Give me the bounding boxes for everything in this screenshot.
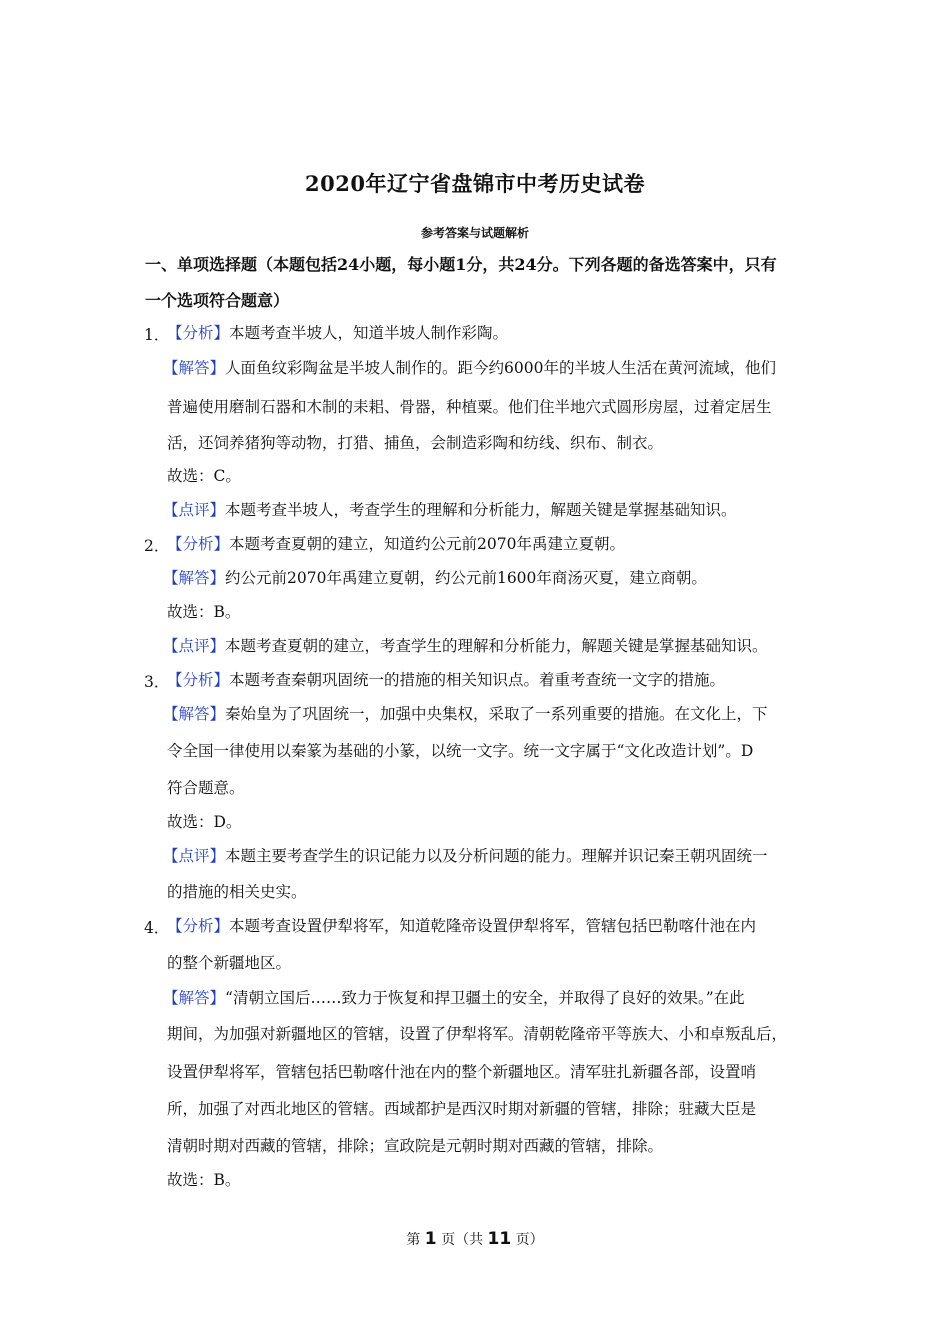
analysis-tag: 【分析】 [167, 324, 230, 342]
answer-text: 人面鱼纹彩陶盆是半坡人制作的。距今约6000年的半坡人生活在黄河流域，他们 [225, 359, 776, 377]
comment-text: 的措施的相关史实。 [167, 883, 307, 901]
analysis-tag: 【分析】 [167, 535, 230, 553]
comment-tag: 【点评】 [163, 847, 226, 865]
section-heading: 一、单项选择题（本题包括24小题，每小题1分，共24分。下列各题的备选答案中，只有 [145, 255, 777, 274]
answer-choice: 故选：B。 [167, 1171, 241, 1189]
analysis-tag: 【分析】 [167, 917, 230, 935]
answer-text: 普遍使用磨制石器和木制的耒耜、骨器，种植粟。他们住半地穴式圆形房屋，过着定居生 [167, 398, 772, 416]
section-heading-continuation: 一个选项符合题意） [145, 291, 290, 310]
answer-line [163, 988, 745, 1008]
answer-text: 约公元前2070年禹建立夏朝，约公元前1600年商汤灭夏，建立商朝。 [225, 569, 707, 587]
answer-line [163, 704, 768, 724]
document-subtitle: 参考答案与试题解析 [420, 226, 529, 240]
answer-text: 期间，为加强对新疆地区的管辖，设置了伊犁将军。清朝乾隆帝平等族大、小和卓叛乱后， [167, 1025, 788, 1043]
answer-text: 活，还饲养猪狗等动物，打猎、捕鱼，会制造彩陶和纺线、织布、制衣。 [167, 434, 664, 452]
answer-text: “清朝立国后……致力于恢复和捍卫疆土的安全，并取得了良好的效果。”在此 [225, 989, 745, 1007]
answer-tag: 【解答】 [163, 705, 226, 723]
footer-total-pages: 11 [487, 1229, 512, 1249]
answer-line [163, 568, 707, 588]
document-title: 2020年辽宁省盘锦市中考历史试卷 [305, 171, 645, 196]
analysis-text: 本题考查夏朝的建立，知道约公元前2070年禹建立夏朝。 [229, 535, 625, 553]
analysis-line [167, 916, 756, 936]
answer-choice: 故选：B。 [167, 603, 241, 621]
answer-text: 令全国一律使用以秦篆为基础的小篆，以统一文字。统一文字属于“文化改造计划”。D [167, 742, 754, 760]
question-number: 2． [144, 537, 170, 555]
analysis-line [167, 670, 725, 690]
comment-line [163, 500, 737, 520]
analysis-text: 本题考查设置伊犁将军，知道乾隆帝设置伊犁将军，管辖包括巴勒喀什池在内 [229, 917, 757, 935]
page-footer [0, 1229, 950, 1249]
footer-middle: 页（共 [436, 1232, 488, 1248]
answer-text: 秦始皇为了巩固统一，加强中央集权，采取了一系列重要的措施。在文化上，下 [225, 705, 768, 723]
comment-text: 本题考查半坡人，考查学生的理解和分析能力，解题关键是掌握基础知识。 [225, 501, 737, 519]
footer-suffix: 页） [511, 1232, 544, 1248]
question-number: 1． [144, 326, 170, 344]
analysis-line [167, 323, 508, 343]
answer-text: 所，加强了对西北地区的管辖。西域都护是西汉时期对新疆的管辖，排除；驻藏大臣是 [167, 1100, 757, 1118]
answer-tag: 【解答】 [163, 359, 226, 377]
comment-tag: 【点评】 [163, 637, 226, 655]
footer-page-number: 1 [424, 1229, 437, 1249]
comment-text: 本题主要考查学生的识记能力以及分析问题的能力。理解并识记秦王朝巩固统一 [225, 847, 768, 865]
comment-tag: 【点评】 [163, 501, 226, 519]
question-number: 3． [144, 673, 170, 691]
analysis-text: 的整个新疆地区。 [167, 954, 292, 972]
answer-text: 符合题意。 [167, 779, 245, 797]
answer-text: 设置伊犁将军，管辖包括巴勒喀什池在内的整个新疆地区。清军驻扎新疆各部，设置哨 [167, 1063, 757, 1081]
analysis-text: 本题考查半坡人，知道半坡人制作彩陶。 [229, 324, 509, 342]
comment-line [163, 636, 768, 656]
analysis-tag: 【分析】 [167, 671, 230, 689]
footer-prefix: 第 [406, 1232, 425, 1248]
comment-text: 本题考查夏朝的建立，考查学生的理解和分析能力，解题关键是掌握基础知识。 [225, 637, 768, 655]
answer-tag: 【解答】 [163, 569, 226, 587]
answer-tag: 【解答】 [163, 989, 226, 1007]
answer-choice: 故选：D。 [167, 813, 242, 831]
analysis-text: 本题考查秦朝巩固统一的措施的相关知识点。着重考查统一文字的措施。 [229, 671, 726, 689]
question-number: 4． [144, 919, 170, 937]
comment-line [163, 846, 768, 866]
answer-line [163, 358, 776, 378]
answer-text: 清朝时期对西藏的管辖，排除；宣政院是元朝时期对西藏的管辖，排除。 [167, 1137, 664, 1155]
analysis-line [167, 534, 625, 554]
answer-choice: 故选：C。 [167, 467, 241, 485]
